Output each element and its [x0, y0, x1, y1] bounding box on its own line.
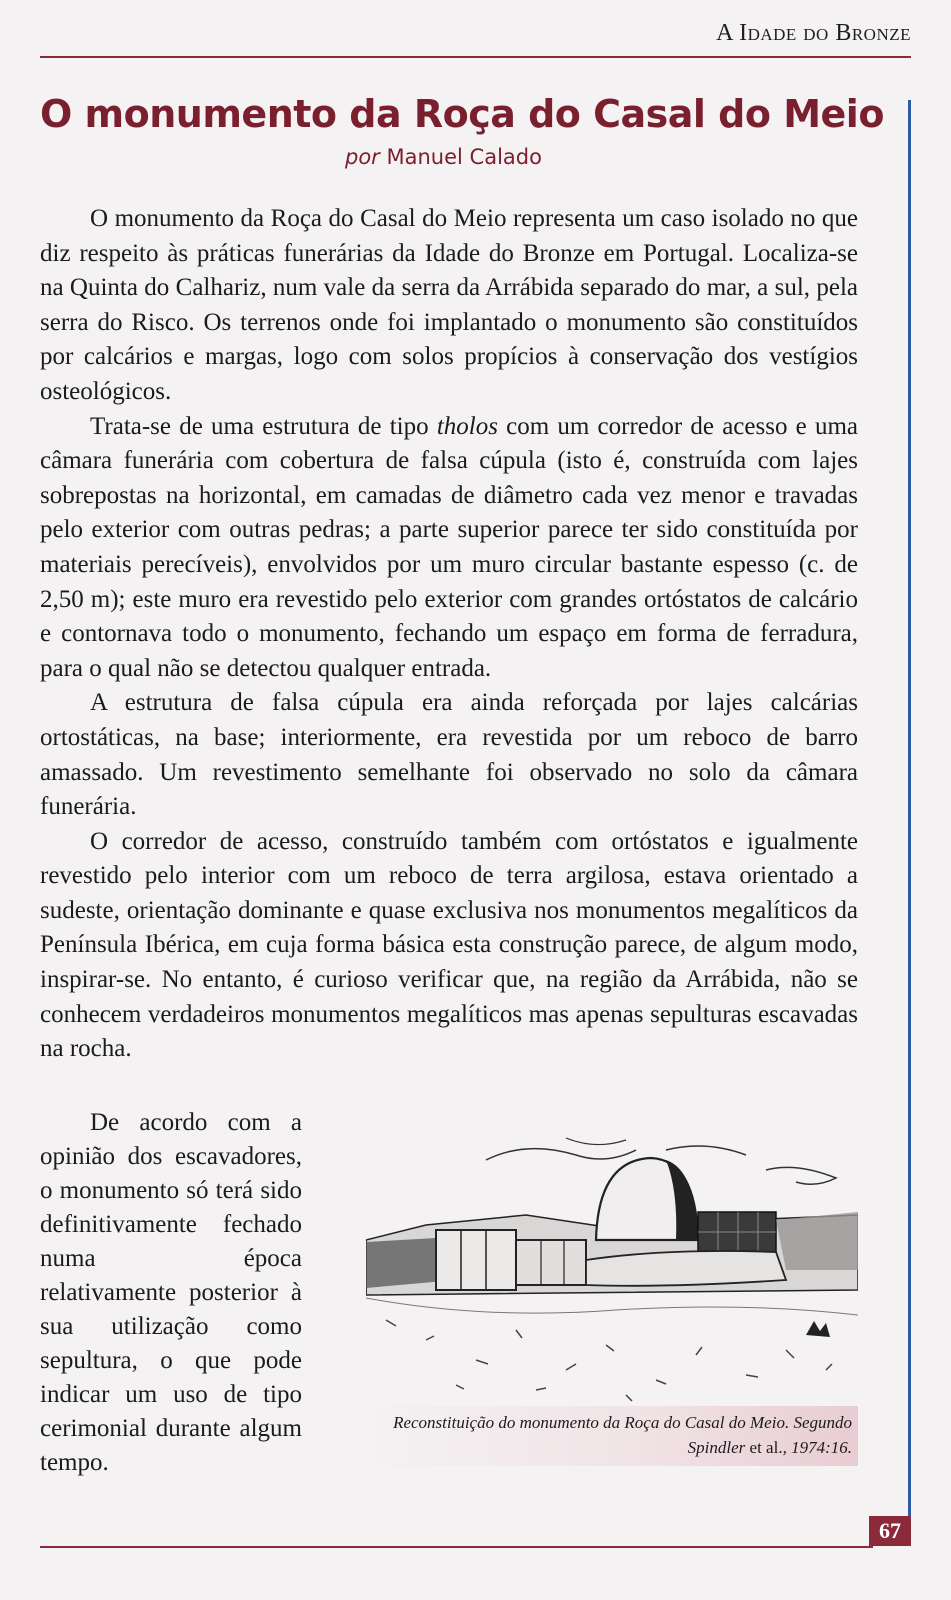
article-title: O monumento da Roça do Casal do Meio: [40, 92, 884, 136]
caption-et-al: et al.: [749, 1438, 783, 1457]
tholos-term: tholos: [436, 412, 498, 440]
byline-prefix: por: [345, 145, 380, 169]
running-header: A Idade do Bronze: [716, 20, 911, 46]
page-number: 67: [869, 1516, 911, 1546]
caption-citation: , 1974:16.: [782, 1438, 852, 1457]
paragraph-5: De acordo com a opinião dos escavadores, o monumento só terá sido definitivamente fechado numa época relativamente posterior à sua utilização como sepultura, o que pode indicar um uso de tipo cerimonial durante algum tempo.: [40, 1109, 302, 1476]
author-name: Manuel Calado: [386, 145, 542, 169]
paragraph-4: O corredor de acesso, construído também com ortóstatos e igualmente revestido pelo interior com um reboco de terra argilosa, estava orientado a sudeste, orientação dominante e quase exclusiva nos monumentos megalíticos da Península Ibérica, em cuja forma básica esta construção parece, de algum modo, inspirar-se. No entanto, é curioso verificar que, na região da Arrábida, não se conhecem verdadeiros monumentos megalíticos mas apenas sepulturas escavadas na rocha.: [40, 827, 858, 1063]
paragraph-3: A estrutura de falsa cúpula era ainda reforçada por lajes calcárias ortostáticas, na base; interiormente, era revestida por um reboco de barro amassado. Um revestimento semelhante foi observado no solo da câmara funerária.: [40, 689, 858, 821]
monument-illustration: [366, 1120, 858, 1406]
byline: [345, 145, 542, 169]
paragraph-2: [40, 410, 858, 687]
header-rule: [40, 56, 911, 58]
paragraph-1: O monumento da Roça do Casal do Meio representa um caso isolado no que diz respeito às práticas funerárias da Idade do Bronze em Portugal. Localiza-se na Quinta do Calhariz, num vale da serra da Arrábida separado do mar, a sul, pela serra do Risco. Os terrenos onde foi implantado o monumento são constituídos por calcários e margas, logo com solos propícios à conservação dos vestígios osteológicos.: [40, 205, 858, 405]
footer-rule: [40, 1546, 873, 1548]
article-body: [40, 202, 858, 1067]
side-rule: [908, 100, 911, 1520]
monument-drawing: [366, 1120, 858, 1406]
narrow-column: [40, 1106, 302, 1480]
caption-text: Reconstituição do monumento da Roça do Casal do Meio. Segundo Spindler: [393, 1413, 852, 1457]
paragraph-2-start: Trata-se de uma estrutura de tipo: [90, 412, 437, 440]
figure-caption: [366, 1406, 858, 1466]
paragraph-2-end: com um corredor de acesso e uma câmara funerária com cobertura de falsa cúpula (isto é, construída com lajes sobrepostas na horizontal, em camadas de diâmetro cada vez menor e travadas pelo exterior com outras pedras; a parte superior parece ter sido constituída por materiais perecíveis), envolvidos por um muro circular bastante espesso (c. de 2,50 m); este muro era revestido pelo exterior com grandes ortóstatos de calcário e contornava todo o monumento, fechando um espaço em forma de ferradura, para o qual não se detectou qualquer entrada.: [40, 412, 858, 682]
